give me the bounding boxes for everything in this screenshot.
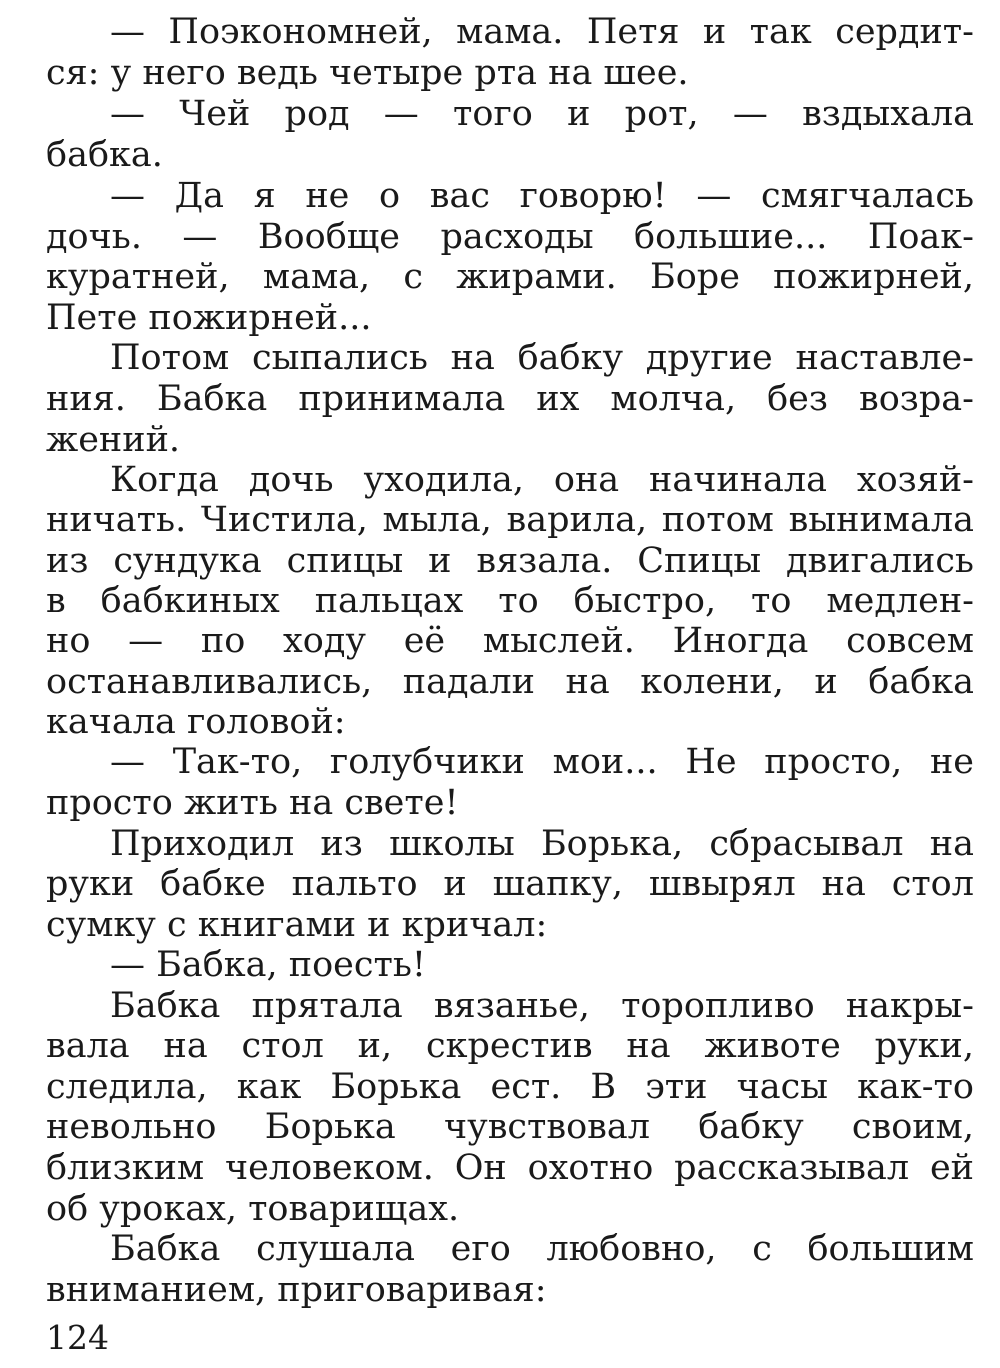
text-line: останавливались, падали на колени, и бабка (46, 662, 974, 702)
text-line: но — по ходу её мыслей. Иногда совсем (46, 621, 974, 661)
text-line: Потом сыпались на бабку другие наставле- (110, 338, 974, 378)
text-line: Когда дочь уходила, она начинала хозяй- (110, 460, 974, 500)
text-line: качала головой: (46, 702, 346, 742)
text-line: Приходил из школы Борька, сбрасывал на (110, 824, 974, 864)
text-line: ния. Бабка принимала их молча, без возра- (46, 379, 974, 419)
text-line: — Чей род — того и рот, — вздыхала (110, 94, 974, 134)
text-line: жений. (46, 420, 181, 460)
text-line: об уроках, товарищах. (46, 1189, 460, 1229)
text-line: просто жить на свете! (46, 783, 459, 823)
text-line: куратней, мама, с жирами. Боре пожирней, (46, 257, 974, 297)
text-line: следила, как Борька ест. В эти часы как-то (46, 1067, 974, 1107)
text-line: — Поэкономней, мама. Петя и так сердит- (110, 12, 974, 52)
text-line: в бабкиных пальцах то быстро, то медлен- (46, 581, 974, 621)
text-line: руки бабке пальто и шапку, швырял на стол (46, 864, 974, 904)
text-line: вниманием, приговаривая: (46, 1270, 547, 1310)
text-line: дочь. — Вообще расходы большие... Поак- (46, 217, 974, 257)
text-line: — Бабка, поесть! (110, 945, 426, 985)
text-line: из сундука спицы и вязала. Спицы двигались (46, 541, 974, 581)
text-line: ничать. Чистила, мыла, варила, потом вынимала (46, 500, 974, 540)
text-line: Бабка прятала вязанье, торопливо накры- (110, 986, 974, 1026)
text-line: вала на стол и, скрестив на животе руки, (46, 1026, 974, 1066)
text-line: близким человеком. Он охотно рассказывал ей (46, 1148, 974, 1188)
text-line: — Так-то, голубчики мои... Не просто, не (110, 742, 974, 782)
page-number: 124 (46, 1318, 109, 1357)
text-line: — Да я не о вас говорю! — смягчалась (110, 176, 974, 216)
text-line: Бабка слушала его любовно, с большим (110, 1229, 974, 1269)
text-line: Пете пожирней... (46, 298, 372, 338)
text-line: невольно Борька чувствовал бабку своим, (46, 1107, 974, 1147)
text-line: ся: у него ведь четыре рта на шее. (46, 53, 689, 93)
text-line: сумку с книгами и кричал: (46, 905, 548, 945)
text-line: бабка. (46, 135, 163, 175)
